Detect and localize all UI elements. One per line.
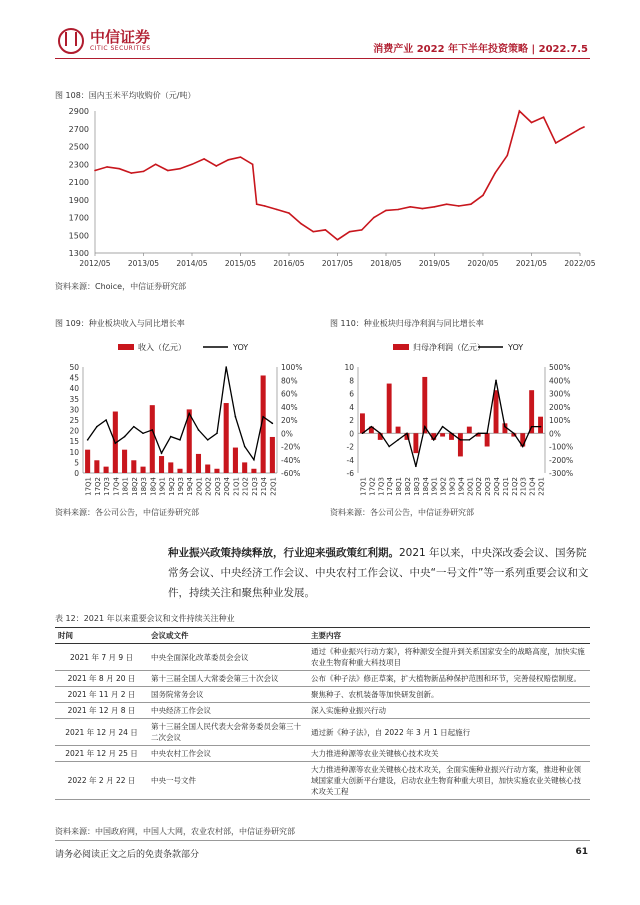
bar xyxy=(150,405,155,473)
header-divider xyxy=(55,58,590,59)
table-row xyxy=(55,671,590,687)
table-row xyxy=(55,762,590,800)
y-right-tick-label: -60% xyxy=(281,469,301,478)
y-left-tick-label: 15 xyxy=(69,437,79,447)
yoy-point xyxy=(179,439,181,441)
yoy-point xyxy=(424,426,426,428)
yoy-point xyxy=(469,439,471,441)
data-point xyxy=(583,126,585,128)
y-right-tick-label: 200% xyxy=(549,402,571,412)
x-tick-label: 17Q2 xyxy=(368,477,377,496)
y-right-tick-label: 400% xyxy=(549,376,571,386)
x-tick-label: 18Q3 xyxy=(140,477,149,496)
y-tick-label: 1700 xyxy=(68,213,89,223)
bar xyxy=(94,460,99,473)
bar xyxy=(159,456,164,473)
x-tick-label: 21Q4 xyxy=(260,477,269,496)
fig109-caption: 图 109：种业板块收入与同比增长率 xyxy=(55,319,185,328)
data-point xyxy=(470,203,472,205)
y-right-tick-label: 60% xyxy=(281,389,298,399)
data-point xyxy=(397,209,399,211)
fig108-chart xyxy=(55,103,596,275)
y-tick-label: 2100 xyxy=(68,178,89,187)
y-left-tick-label: 50 xyxy=(69,363,79,372)
bar xyxy=(413,433,418,453)
x-tick-label: 18Q3 xyxy=(412,477,421,496)
yoy-point xyxy=(115,442,117,444)
data-point xyxy=(422,208,424,210)
data-point xyxy=(179,168,181,170)
y-tick-label: 2700 xyxy=(68,124,89,134)
x-tick-label: 19Q2 xyxy=(439,477,448,496)
y-tick-label: 1900 xyxy=(68,195,89,205)
y-tick-label: 1500 xyxy=(68,231,89,241)
data-point xyxy=(519,110,521,112)
yoy-point xyxy=(216,432,218,434)
data-point xyxy=(288,212,290,214)
data-point xyxy=(555,142,557,144)
corn-price-line xyxy=(95,111,584,240)
yoy-point xyxy=(188,413,190,415)
data-point xyxy=(300,223,302,225)
y-left-tick-label: 25 xyxy=(69,416,79,425)
fig108-source: 资料来源：Choice，中信证券研究部 xyxy=(55,282,187,291)
x-tick-label: 17Q4 xyxy=(112,477,121,496)
data-point xyxy=(361,229,363,231)
yoy-point xyxy=(272,423,274,425)
data-point xyxy=(409,206,411,208)
x-tick-label: 2014/05 xyxy=(176,259,208,268)
x-tick-label: 22Q1 xyxy=(537,477,546,496)
bar xyxy=(396,427,401,434)
row-date: 2022 年 2 月 22 日 xyxy=(55,762,148,800)
brand-name-en: CITIC SECURITIES xyxy=(90,45,151,52)
report-title: 消费产业 2022 年下半年投资策略 xyxy=(373,44,529,55)
data-point xyxy=(434,206,436,208)
y-tick-label: 2900 xyxy=(68,107,89,116)
yoy-point xyxy=(161,452,163,454)
y-right-tick-label: 100% xyxy=(281,363,303,372)
y-tick-label: 1300 xyxy=(68,249,89,258)
yoy-point xyxy=(133,426,135,428)
report-header xyxy=(373,40,588,55)
y-left-tick-label: 30 xyxy=(69,405,79,415)
x-tick-label: 2022/05 xyxy=(564,259,596,268)
y-left-tick-label: 0 xyxy=(349,429,354,439)
fig110-source: 资料来源：各公司公告，中信证券研究部 xyxy=(330,508,474,517)
header-time: 时间 xyxy=(55,628,148,644)
row-content: 聚焦种子、农机装备等加快研发创新。 xyxy=(308,687,590,703)
yoy-point xyxy=(540,426,542,428)
y-left-tick-label: 5 xyxy=(74,458,79,468)
x-tick-label: 18Q2 xyxy=(403,477,412,496)
yoy-point xyxy=(253,459,255,461)
x-tick-label: 20Q1 xyxy=(195,477,204,496)
yoy-point xyxy=(124,436,126,438)
row-content: 通过新《种子法》，自 2022 年 3 月 1 日起施行 xyxy=(308,719,590,746)
data-point xyxy=(131,172,133,174)
yoy-point xyxy=(225,366,227,368)
legend-bar-swatch xyxy=(118,344,134,350)
x-tick-label: 21Q1 xyxy=(232,477,241,496)
bar xyxy=(422,377,427,433)
bar xyxy=(131,460,136,473)
y-left-tick-label: 35 xyxy=(69,394,79,404)
data-point xyxy=(276,209,278,211)
x-tick-label: 2012/05 xyxy=(79,259,111,268)
data-point xyxy=(531,122,533,124)
x-tick-label: 2016/05 xyxy=(273,259,305,268)
y-left-tick-label: -4 xyxy=(346,455,354,465)
row-meeting: 国务院常务会议 xyxy=(148,687,308,703)
bar xyxy=(214,469,219,473)
y-tick-label: 2300 xyxy=(68,160,89,170)
x-tick-label: 2019/05 xyxy=(418,259,451,268)
x-tick-label: 20Q1 xyxy=(466,477,475,496)
x-tick-label: 19Q4 xyxy=(457,477,466,496)
data-point xyxy=(240,156,242,158)
fig109-chart xyxy=(55,335,310,500)
data-point xyxy=(252,163,254,165)
bar xyxy=(485,433,490,446)
data-point xyxy=(264,205,266,207)
x-tick-label: 19Q3 xyxy=(448,477,457,496)
y-right-tick-label: 20% xyxy=(281,416,298,425)
x-tick-label: 2020/05 xyxy=(467,259,499,268)
bar xyxy=(467,427,472,434)
row-meeting: 第十三届全国人民代表大会常务委员会第三十二次会议 xyxy=(148,719,308,746)
x-tick-label: 2018/05 xyxy=(370,259,402,268)
yoy-point xyxy=(244,446,246,448)
fig110-caption: 图 110：种业板块归母净利润与同比增长率 xyxy=(330,319,484,328)
bar xyxy=(270,437,275,473)
y-left-tick-label: -2 xyxy=(346,442,354,452)
data-point xyxy=(155,163,157,165)
table-row xyxy=(55,687,590,703)
x-tick-label: 19Q2 xyxy=(167,477,176,496)
x-tick-label: 17Q1 xyxy=(84,477,93,496)
y-left-tick-label: 8 xyxy=(349,376,354,386)
bar xyxy=(141,467,146,473)
row-date: 2021 年 7 月 9 日 xyxy=(55,644,148,671)
data-point xyxy=(349,231,351,233)
row-content: 大力推进种源等农业关键核心技术攻关 xyxy=(308,746,590,762)
x-tick-label: 18Q2 xyxy=(130,477,139,496)
data-point xyxy=(337,239,339,241)
yoy-point xyxy=(504,426,506,428)
row-content: 通过《种业振兴行动方案》，将种源安全提升到关系国家安全的战略高度，加快实施农业生物育种重大科技项目 xyxy=(308,644,590,671)
yoy-point xyxy=(451,432,453,434)
y-right-tick-label: 300% xyxy=(549,389,571,399)
x-tick-label: 17Q2 xyxy=(93,477,102,496)
legend-bar-swatch xyxy=(393,344,409,350)
y-left-tick-label: 4 xyxy=(349,402,354,412)
yoy-point xyxy=(522,446,524,448)
brand-name-cn: 中信证券 xyxy=(90,28,151,46)
body-paragraph xyxy=(168,543,590,603)
x-tick-label: 21Q3 xyxy=(250,477,259,496)
data-point xyxy=(256,203,258,205)
yoy-point xyxy=(513,432,515,434)
yoy-point xyxy=(362,432,364,434)
x-tick-label: 17Q4 xyxy=(386,477,395,496)
data-point xyxy=(385,210,387,212)
x-tick-label: 20Q3 xyxy=(213,477,222,496)
table-row xyxy=(55,719,590,746)
row-meeting: 中央农村工作会议 xyxy=(148,746,308,762)
bar xyxy=(85,450,90,473)
bar xyxy=(168,462,173,473)
row-meeting: 中央一号文件 xyxy=(148,762,308,800)
y-left-tick-label: 6 xyxy=(349,389,354,399)
y-left-tick-label: -6 xyxy=(346,469,354,478)
x-tick-label: 18Q1 xyxy=(121,477,130,496)
yoy-point xyxy=(151,429,153,431)
x-tick-label: 21Q2 xyxy=(510,477,519,496)
bar xyxy=(494,390,499,433)
data-point xyxy=(94,170,96,172)
legend-bar-label: 收入（亿元） xyxy=(138,343,186,352)
yoy-point xyxy=(460,439,462,441)
x-tick-label: 2021/05 xyxy=(515,259,548,268)
x-tick-label: 20Q2 xyxy=(475,477,484,496)
y-left-tick-label: 40 xyxy=(69,384,79,394)
table12-caption: 表 12：2021 年以来重要会议和文件持续关注种业 xyxy=(55,614,235,623)
bar xyxy=(177,469,182,473)
y-left-tick-label: 10 xyxy=(344,363,354,372)
yoy-point xyxy=(442,426,444,428)
footer-disclaimer: 请务必阅读正文之后的免责条款部分 xyxy=(55,850,200,860)
x-tick-label: 18Q1 xyxy=(395,477,404,496)
bar xyxy=(458,433,463,456)
x-tick-label: 20Q4 xyxy=(223,477,232,496)
x-tick-label: 19Q3 xyxy=(177,477,185,496)
data-point xyxy=(167,170,169,172)
yoy-point xyxy=(397,439,399,441)
yoy-point xyxy=(87,439,89,441)
x-tick-label: 19Q1 xyxy=(430,477,439,496)
y-tick-label: 2500 xyxy=(68,142,89,152)
y-right-tick-label: -200% xyxy=(549,455,574,465)
y-right-tick-label: 100% xyxy=(549,416,571,425)
table-row xyxy=(55,746,590,762)
y-right-tick-label: 500% xyxy=(549,363,571,372)
y-left-tick-label: 2 xyxy=(349,416,354,425)
data-point xyxy=(543,116,545,118)
row-date: 2021 年 8 月 20 日 xyxy=(55,671,148,687)
row-content: 大力推进种源等农业关键核心技术攻关，全面实施种业振兴行动方案，推进种业领域国家重大创新平台建设，启动农业生物育种重大项目，加快实施农业关键核心技术攻关工程 xyxy=(308,762,590,800)
data-point xyxy=(203,158,205,160)
yoy-point xyxy=(406,432,408,434)
y-right-tick-label: -40% xyxy=(281,455,301,465)
yoy-point xyxy=(415,466,417,468)
data-point xyxy=(143,171,145,173)
table12-source: 资料来源：中国政府网，中国人大网，农业农村部，中信证券研究部 xyxy=(55,827,295,836)
x-tick-label: 21Q1 xyxy=(501,477,510,496)
data-point xyxy=(579,128,581,130)
y-right-tick-label: 40% xyxy=(281,402,298,412)
yoy-point xyxy=(207,439,209,441)
yoy-point xyxy=(379,432,381,434)
bar xyxy=(242,462,247,473)
yoy-point xyxy=(433,439,435,441)
paragraph-text: 2021 年以来，中央深改委会议、国务院常务会议、中央经济工作会议、中央农村工作会议、中央“一号文件”等一系列重要会议和文件，持续关注和聚焦种业发展。 xyxy=(168,547,589,599)
data-point xyxy=(494,172,496,174)
yoy-point xyxy=(388,446,390,448)
data-point xyxy=(106,166,108,168)
y-right-tick-label: 0% xyxy=(281,429,293,439)
data-point xyxy=(506,155,508,157)
data-point xyxy=(228,159,230,161)
bar xyxy=(387,384,392,434)
table-row xyxy=(55,703,590,719)
y-left-tick-label: 20 xyxy=(69,426,79,436)
table-header-row xyxy=(55,628,590,644)
row-date: 2021 年 11 月 2 日 xyxy=(55,687,148,703)
row-content: 深入实施种业振兴行动 xyxy=(308,703,590,719)
legend-line-label: YOY xyxy=(233,343,249,352)
fig110-chart xyxy=(330,335,590,500)
data-point xyxy=(312,231,314,233)
x-tick-label: 20Q3 xyxy=(484,477,493,496)
yoy-point xyxy=(371,426,373,428)
policy-table xyxy=(55,627,590,800)
x-tick-label: 21Q2 xyxy=(241,477,250,496)
brand-logo xyxy=(58,28,151,54)
row-meeting: 第十三届全国人大常委会第三十次会议 xyxy=(148,671,308,687)
bar xyxy=(122,450,127,473)
paragraph-lead: 种业振兴政策持续释放，行业迎来强政策红利期。 xyxy=(168,547,399,559)
data-point xyxy=(325,229,327,231)
yoy-point xyxy=(486,432,488,434)
x-tick-label: 22Q1 xyxy=(269,477,278,496)
legend-bar-label: 归母净利润（亿元） xyxy=(413,343,485,352)
y-right-tick-label: -300% xyxy=(549,469,574,478)
data-point xyxy=(215,165,217,167)
row-date: 2021 年 12 月 8 日 xyxy=(55,703,148,719)
yoy-point xyxy=(531,426,533,428)
y-left-tick-label: 10 xyxy=(69,447,79,457)
data-point xyxy=(482,195,484,197)
table-row xyxy=(55,644,590,671)
bar xyxy=(205,465,210,473)
bar xyxy=(360,413,365,433)
row-meeting: 中央经济工作会议 xyxy=(148,703,308,719)
bar xyxy=(440,433,445,436)
bar xyxy=(233,448,238,473)
data-point xyxy=(118,168,120,170)
citic-logo-icon xyxy=(58,28,84,54)
row-content: 公布《种子法》修正草案，扩大植物新品种保护范围和环节，完善侵权赔偿制度。 xyxy=(308,671,590,687)
x-tick-label: 19Q1 xyxy=(158,477,167,496)
data-point xyxy=(458,205,460,207)
yoy-point xyxy=(142,432,144,434)
report-date: 2022.7.5 xyxy=(538,44,588,55)
yoy-point xyxy=(262,416,264,418)
data-point xyxy=(446,203,448,205)
bar xyxy=(538,417,543,434)
y-left-tick-label: 0 xyxy=(74,469,79,478)
row-date: 2021 年 12 月 24 日 xyxy=(55,719,148,746)
bar xyxy=(104,467,109,473)
footer-divider xyxy=(55,840,590,841)
y-left-tick-label: 45 xyxy=(69,373,79,383)
fig108-caption: 图 108：国内玉米平均收购价（元/吨） xyxy=(55,91,196,100)
yoy-point xyxy=(170,436,172,438)
row-date: 2021 年 12 月 25 日 xyxy=(55,746,148,762)
yoy-point xyxy=(105,419,107,421)
x-tick-label: 21Q4 xyxy=(528,477,537,496)
x-tick-label: 18Q4 xyxy=(149,477,158,496)
data-point xyxy=(567,135,569,137)
yoy-point xyxy=(477,432,479,434)
x-tick-label: 17Q1 xyxy=(359,477,368,496)
y-right-tick-label: -100% xyxy=(549,442,574,452)
yoy-point xyxy=(495,379,497,381)
x-tick-label: 17Q3 xyxy=(377,477,386,496)
yoy-point xyxy=(198,429,200,431)
y-right-tick-label: 0% xyxy=(549,429,561,439)
x-tick-label: 21Q3 xyxy=(519,477,528,496)
x-tick-label: 2017/05 xyxy=(321,259,354,268)
x-tick-label: 2015/05 xyxy=(224,259,257,268)
yoy-point xyxy=(96,426,98,428)
bar xyxy=(224,403,229,473)
x-tick-label: 17Q3 xyxy=(103,477,112,496)
header-content: 主要内容 xyxy=(308,628,590,644)
x-tick-label: 19Q4 xyxy=(186,477,195,496)
y-right-tick-label: 80% xyxy=(281,376,298,386)
yoy-point xyxy=(235,416,237,418)
bar xyxy=(251,469,256,473)
y-right-tick-label: -20% xyxy=(281,442,301,452)
x-tick-label: 20Q4 xyxy=(493,477,502,496)
legend-line-label: YOY xyxy=(508,343,524,352)
data-point xyxy=(191,163,193,165)
x-tick-label: 18Q4 xyxy=(421,477,430,496)
x-tick-label: 2013/05 xyxy=(127,259,160,268)
row-meeting: 中央全面深化改革委员会会议 xyxy=(148,644,308,671)
data-point xyxy=(373,217,375,219)
page-number: 61 xyxy=(575,847,588,857)
data-point xyxy=(515,125,517,127)
x-tick-label: 20Q2 xyxy=(204,477,213,496)
header-meeting: 会议或文件 xyxy=(148,628,308,644)
fig109-source: 资料来源：各公司公告，中信证券研究部 xyxy=(55,508,199,517)
bar xyxy=(196,454,201,473)
header-separator: | xyxy=(531,44,536,55)
